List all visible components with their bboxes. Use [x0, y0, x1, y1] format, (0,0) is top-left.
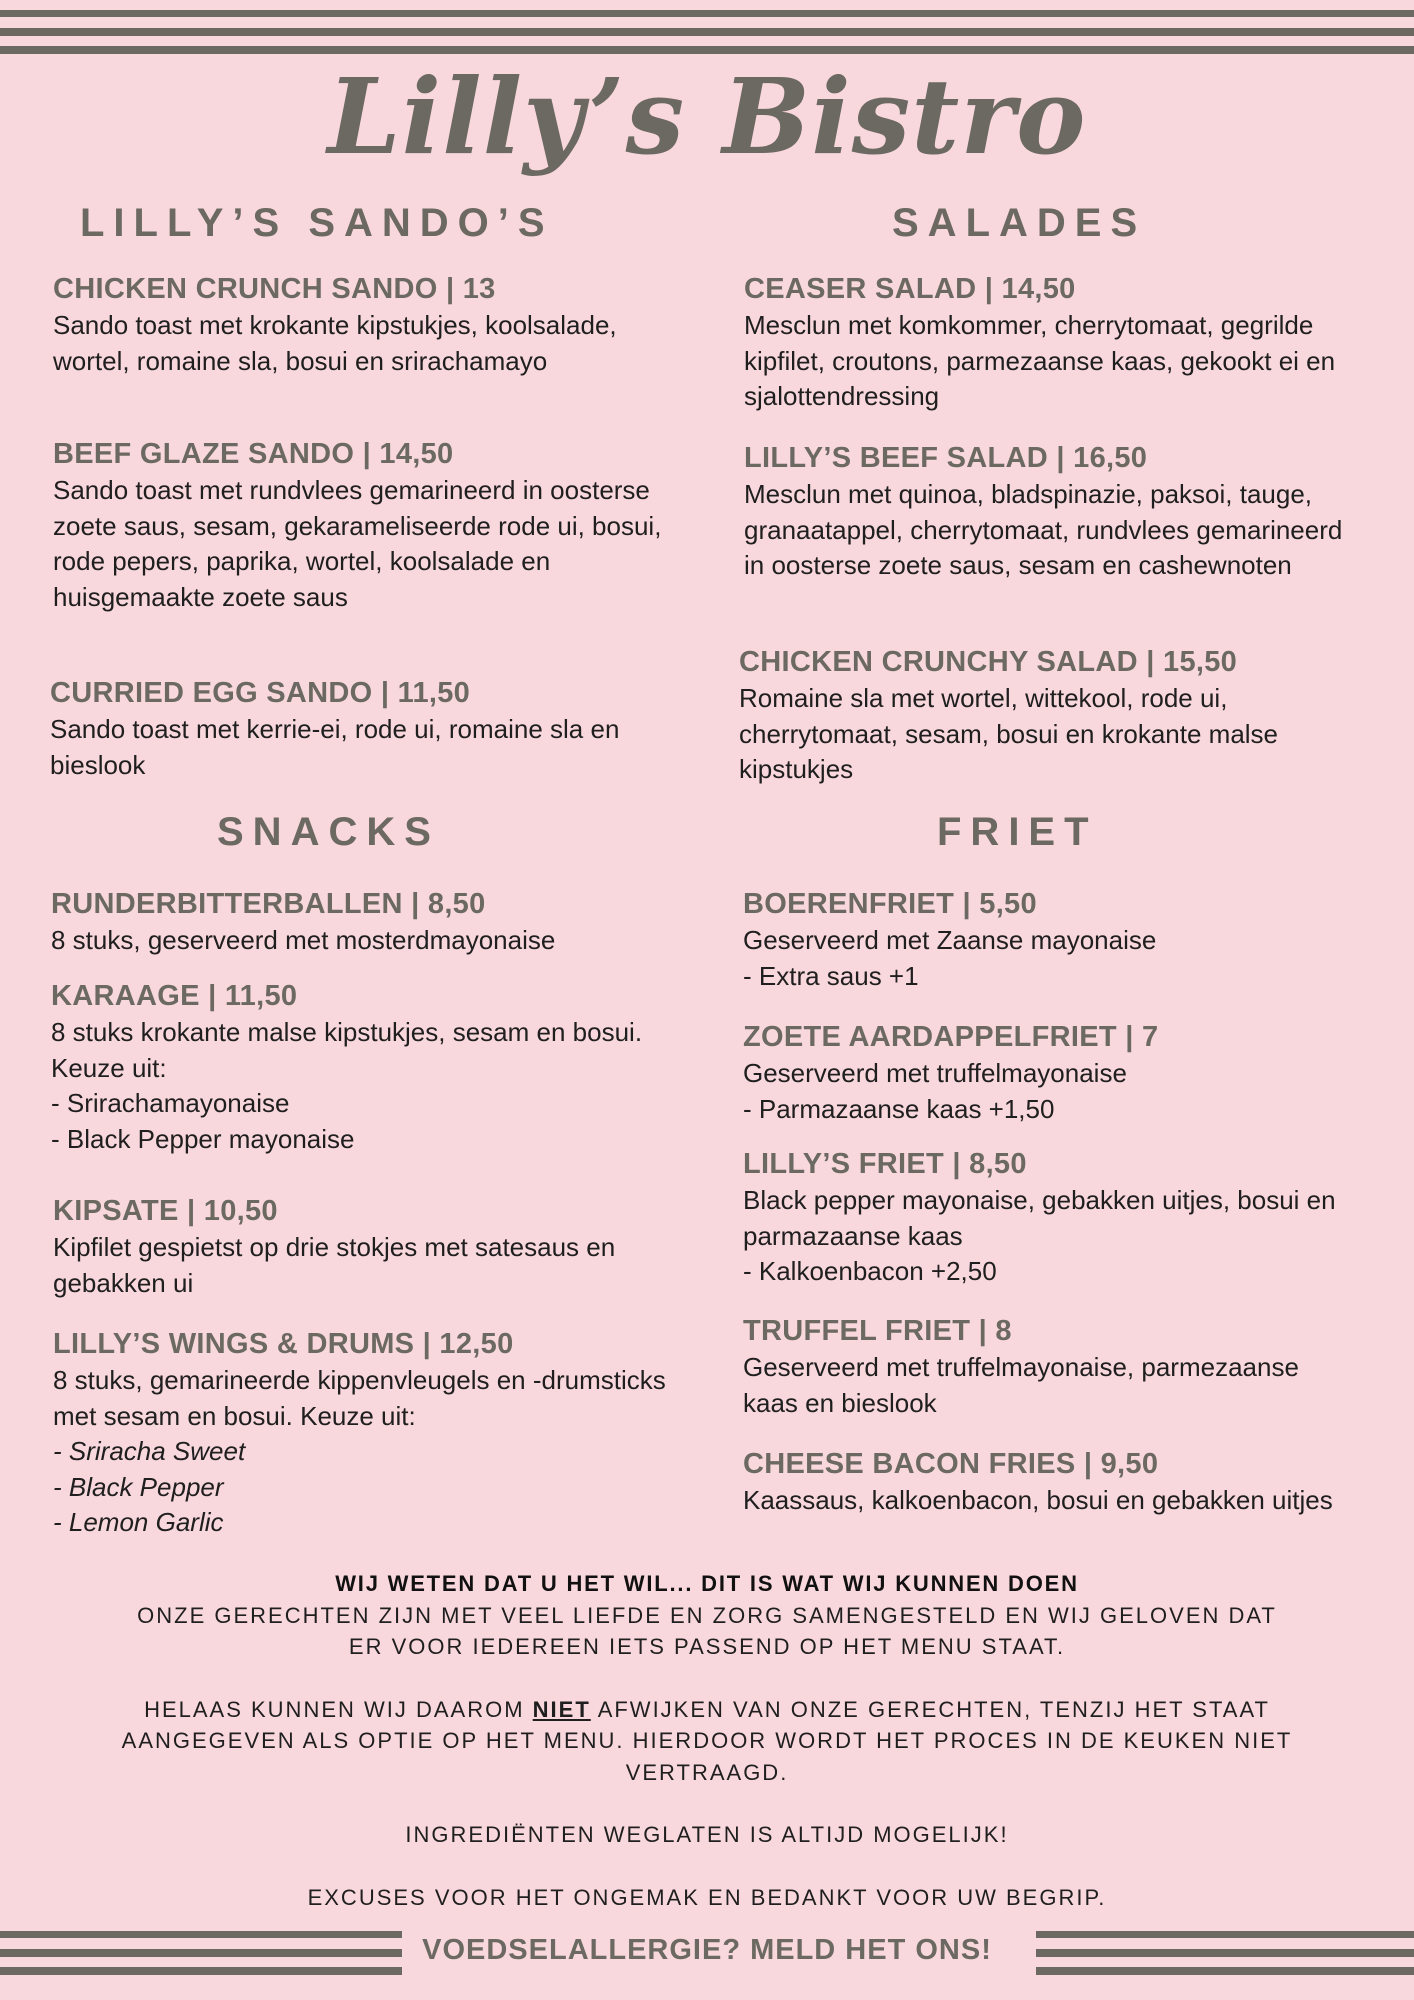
item-description: Sando toast met kerrie-ei, rode ui, romaine sla en bieslook — [50, 714, 620, 780]
item-description-text: 8 stuks krokante malse kipstukjes, sesam en bosui. Keuze uit: — [51, 1017, 643, 1083]
section-title-friet: FRIET — [937, 810, 1098, 854]
item-option: - Kalkoenbacon +2,50 — [743, 1256, 997, 1286]
policy-notice — [120, 1568, 1294, 1913]
section-title-snacks: SNACKS — [217, 810, 440, 854]
menu-item — [53, 273, 673, 379]
bottom-border-bar-right-3 — [1036, 1967, 1414, 1975]
notice-paragraph: ONZE GERECHTEN ZIJN MET VEEL LIEFDE EN ZORG SAMENGESTELD EN WIJ GELOVEN DAT ER VOOR IEDEREEN IETS PASSEND OP HET MENU STAAT. — [137, 1602, 1277, 1659]
menu-item — [743, 888, 1363, 994]
item-description — [743, 923, 1363, 994]
item-description: Geserveerd met truffelmayonaise, parmezaanse kaas en bieslook — [743, 1352, 1299, 1418]
notice-paragraph: INGREDIËNTEN WEGLATEN IS ALTIJD MOGELIJK! — [405, 1822, 1009, 1847]
menu-item — [53, 438, 693, 615]
bottom-border-bar-left-3 — [0, 1967, 402, 1975]
notice-heading: WIJ WETEN DAT U HET WIL... DIT IS WAT WIJ KUNNEN DOEN — [335, 1571, 1079, 1596]
item-name: LILLY’S FRIET | 8,50 — [743, 1148, 1027, 1180]
item-description-text: Geserveerd met Zaanse mayonaise — [743, 925, 1157, 955]
top-border-bar-2 — [0, 28, 1414, 36]
section-title-salades: SALADES — [892, 201, 1147, 245]
menu-item — [744, 273, 1344, 415]
item-name: CHICKEN CRUNCH SANDO | 13 — [53, 273, 496, 305]
item-description: 8 stuks, geserveerd met mosterdmayonaise — [51, 925, 556, 955]
top-border-bar-1 — [0, 10, 1414, 17]
allergy-footer: VOEDSELALLERGIE? MELD HET ONS! — [422, 1934, 992, 1966]
item-name: CHICKEN CRUNCHY SALAD | 15,50 — [739, 646, 1238, 678]
menu-item — [743, 1021, 1363, 1127]
item-name: RUNDERBITTERBALLEN | 8,50 — [51, 888, 486, 920]
item-name: CURRIED EGG SANDO | 11,50 — [50, 677, 471, 709]
menu-item — [743, 1148, 1363, 1290]
item-description: Kaassaus, kalkoenbacon, bosui en gebakken uitjes — [743, 1485, 1333, 1515]
section-title-sandos: LILLY’S SANDO’S — [80, 201, 554, 245]
bottom-border-bar-left-2 — [0, 1949, 402, 1957]
menu-item — [51, 980, 671, 1157]
menu-item — [743, 1315, 1343, 1421]
menu-item — [739, 646, 1359, 788]
menu-item — [744, 442, 1364, 584]
item-option: - Sriracha Sweet — [53, 1436, 246, 1466]
bottom-border-bar-right-2 — [1036, 1949, 1414, 1957]
item-name: BOERENFRIET | 5,50 — [743, 888, 1037, 920]
item-description: Romaine sla met wortel, wittekool, rode ui, cherrytomaat, sesam, bosui en krokante malse kipstukjes — [739, 683, 1279, 784]
menu-item — [51, 888, 691, 959]
item-description: Sando toast met rundvlees gemarineerd in oosterse zoete saus, sesam, gekarameliseerde rode ui, bosui, rode pepers, paprika, wortel, koolsalade en huisgemaakte zoete saus — [53, 475, 662, 612]
item-name: LILLY’S BEEF SALAD | 16,50 — [744, 442, 1148, 474]
notice-emphasis: NIET — [532, 1696, 591, 1722]
top-border-bar-3 — [0, 46, 1414, 54]
item-name: BEEF GLAZE SANDO | 14,50 — [53, 438, 454, 470]
menu-item — [53, 1328, 693, 1541]
item-description: Kipfilet gespietst op drie stokjes met satesaus en gebakken ui — [53, 1232, 616, 1298]
bottom-border-bar-right-1 — [1036, 1931, 1414, 1938]
menu-item — [50, 677, 690, 783]
item-name: KARAAGE | 11,50 — [51, 980, 298, 1012]
notice-paragraph: EXCUSES VOOR HET ONGEMAK EN BEDANKT VOOR UW BEGRIP. — [307, 1884, 1107, 1910]
notice-paragraph — [120, 1694, 1294, 1789]
item-name: CHEESE BACON FRIES | 9,50 — [743, 1448, 1159, 1480]
item-description: Mesclun met komkommer, cherrytomaat, gegrilde kipfilet, croutons, parmezaanse kaas, gekookt ei en sjalottendressing — [744, 310, 1336, 411]
item-option: - Black Pepper mayonaise — [51, 1123, 355, 1154]
item-name: KIPSATE | 10,50 — [53, 1195, 278, 1227]
restaurant-title: Lilly’s Bistro — [327, 55, 1087, 178]
item-description — [743, 1056, 1363, 1127]
notice-text: HELAAS KUNNEN WIJ DAAROM — [144, 1696, 533, 1722]
item-description: Mesclun met quinoa, bladspinazie, paksoi, tauge, granaatappel, cherrytomaat, rundvlees gemarineerd in oosterse zoete saus, sesam en cashewnoten — [744, 479, 1343, 580]
item-description-text: Black pepper mayonaise, gebakken uitjes, bosui en parmazaanse kaas — [743, 1185, 1336, 1251]
item-description — [743, 1183, 1363, 1290]
item-name: ZOETE AARDAPPELFRIET | 7 — [743, 1021, 1159, 1053]
notice-text: AFWIJKEN VAN ONZE GERECHTEN, TENZIJ HET STAAT AANGEGEVEN ALS OPTIE OP HET MENU. HIERDOOR WORDT HET PROCES IN DE KEUKEN NIET VERTRAAGD. — [121, 1696, 1293, 1785]
item-option: - Extra saus +1 — [743, 960, 919, 991]
item-description — [53, 1363, 693, 1541]
item-description — [51, 1015, 671, 1157]
item-name: LILLY’S WINGS & DRUMS | 12,50 — [53, 1328, 514, 1360]
item-name: TRUFFEL FRIET | 8 — [743, 1315, 1012, 1347]
menu-item — [743, 1448, 1343, 1519]
item-option: - Black Pepper — [53, 1471, 224, 1502]
item-name: CEASER SALAD | 14,50 — [744, 273, 1076, 305]
menu-item — [53, 1195, 653, 1301]
item-option: - Lemon Garlic — [53, 1507, 224, 1537]
item-description: Sando toast met krokante kipstukjes, koolsalade, wortel, romaine sla, bosui en srirachamayo — [53, 310, 617, 376]
item-description-text: Geserveerd met truffelmayonaise — [743, 1058, 1127, 1088]
bottom-border-bar-left-1 — [0, 1931, 402, 1938]
item-option: - Srirachamayonaise — [51, 1088, 290, 1118]
item-option: - Parmazaanse kaas +1,50 — [743, 1093, 1055, 1124]
item-description-text: 8 stuks, gemarineerde kippenvleugels en -drumsticks met sesam en bosui. Keuze uit: — [53, 1365, 666, 1431]
